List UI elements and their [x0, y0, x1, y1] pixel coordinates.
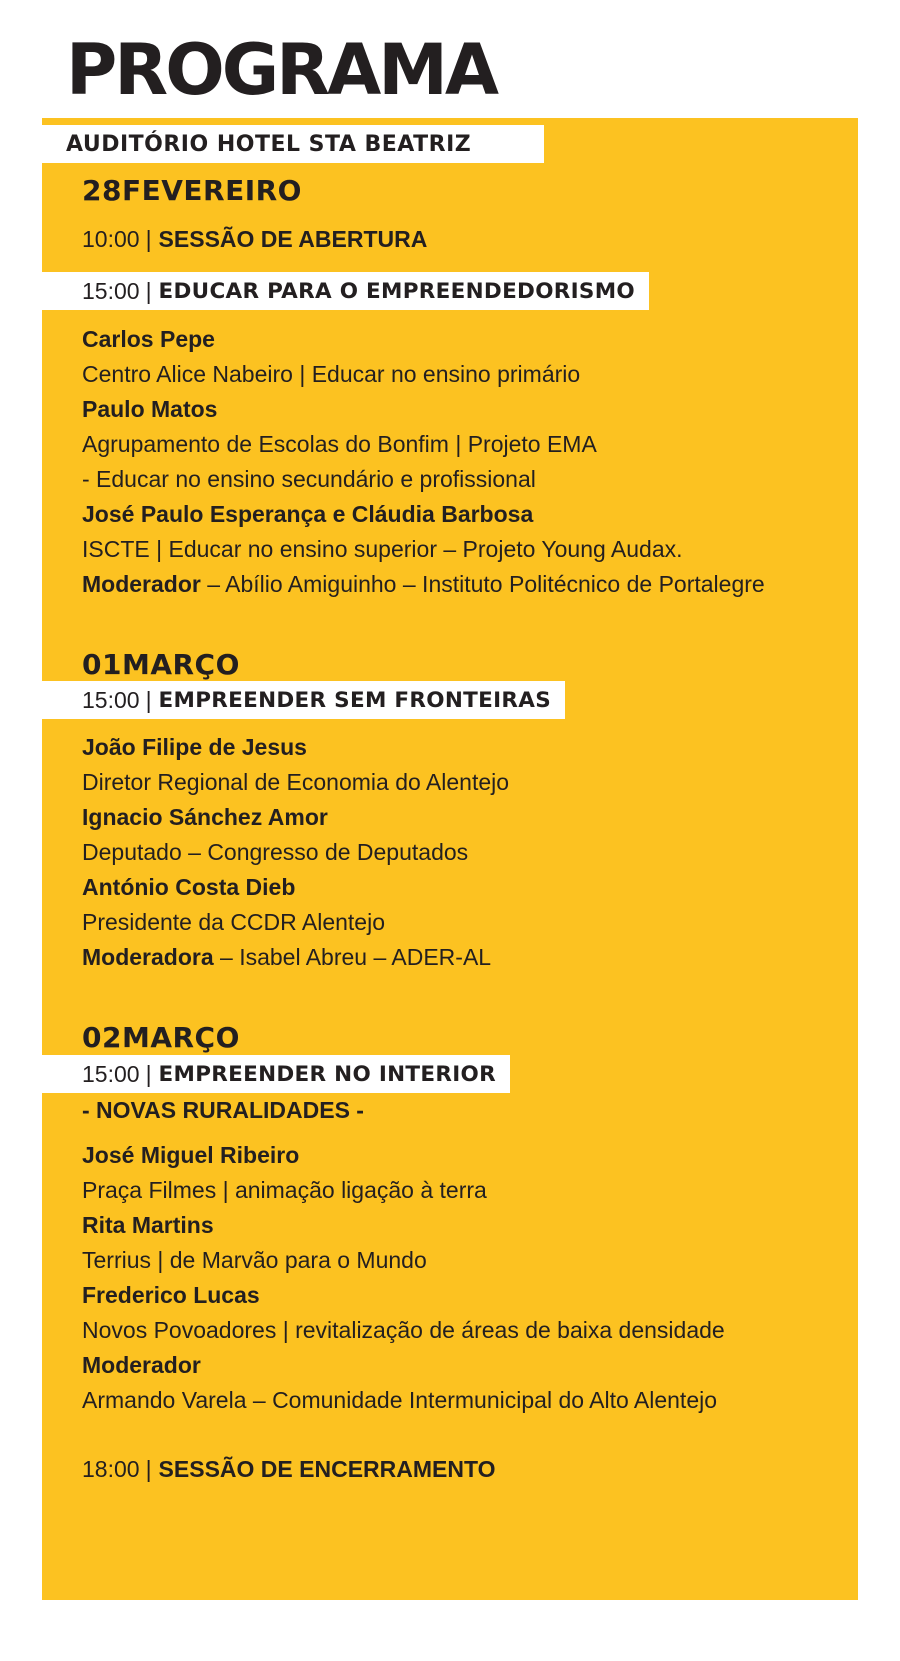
- day2-session-header: [42, 681, 565, 719]
- day3-session-header: [42, 1055, 510, 1093]
- session-subtitle: - NOVAS RURALIDADES -: [82, 1097, 364, 1123]
- speaker-name: Frederico Lucas: [82, 1282, 260, 1308]
- speaker-detail: Diretor Regional de Economia do Alentejo: [82, 769, 510, 795]
- speaker-detail: Centro Alice Nabeiro | Educar no ensino primário: [82, 361, 581, 387]
- speaker-name: Ignacio Sánchez Amor: [82, 804, 328, 830]
- speaker-name: Paulo Matos: [82, 396, 218, 422]
- speaker-name: António Costa Dieb: [82, 874, 296, 900]
- speaker-detail: Novos Povoadores | revitalização de áreas de baixa densidade: [82, 1317, 725, 1343]
- moderator-label: Moderadora: [82, 944, 214, 970]
- separator: |: [145, 226, 152, 252]
- speaker-name: Carlos Pepe: [82, 326, 215, 352]
- day1-date: 28FEVEREIRO: [82, 174, 302, 207]
- speaker-detail: Terrius | de Marvão para o Mundo: [82, 1247, 427, 1273]
- speaker-name: João Filipe de Jesus: [82, 734, 307, 760]
- speaker-detail: - Educar no ensino secundário e profissional: [82, 466, 536, 492]
- moderator-label: Moderador: [82, 1352, 201, 1378]
- speaker-name: José Miguel Ribeiro: [82, 1142, 300, 1168]
- closing-time: 18:00: [82, 1456, 140, 1482]
- moderator-text: – Abílio Amiguinho – Instituto Politécnico de Portalegre: [200, 571, 765, 597]
- speaker-name: José Paulo Esperança e Cláudia Barbosa: [82, 501, 534, 527]
- session-title: EMPREENDER NO INTERIOR: [158, 1061, 496, 1087]
- speaker-detail: Deputado – Congresso de Deputados: [82, 839, 469, 865]
- moderator-text: Armando Varela – Comunidade Intermunicipal do Alto Alentejo: [82, 1387, 718, 1413]
- session-time: 15:00: [82, 1060, 140, 1087]
- day3-date: 02MARÇO: [82, 1021, 240, 1054]
- moderator-line: [82, 571, 765, 598]
- session-time: 15:00: [82, 277, 140, 304]
- session-title: EDUCAR PARA O EMPREENDEDORISMO: [158, 278, 635, 304]
- separator: |: [145, 686, 152, 713]
- speaker-name: Rita Martins: [82, 1212, 214, 1238]
- opening-label: SESSÃO DE ABERTURA: [158, 226, 428, 252]
- session-time: 15:00: [82, 686, 140, 713]
- closing-label: SESSÃO DE ENCERRAMENTO: [158, 1456, 496, 1482]
- moderator-line: [82, 944, 491, 971]
- separator: |: [145, 1060, 152, 1087]
- closing-session: [82, 1456, 496, 1483]
- day1-session-header: [42, 272, 649, 310]
- speaker-detail: Presidente da CCDR Alentejo: [82, 909, 385, 935]
- speaker-detail: ISCTE | Educar no ensino superior – Projeto Young Audax.: [82, 536, 683, 562]
- speaker-detail: Agrupamento de Escolas do Bonfim | Projeto EMA: [82, 431, 597, 457]
- session-title: EMPREENDER SEM FRONTEIRAS: [158, 687, 551, 713]
- separator: |: [145, 277, 152, 304]
- page-title: PROGRAMA: [66, 29, 497, 111]
- day2-date: 01MARÇO: [82, 648, 240, 681]
- speaker-detail: Praça Filmes | animação ligação à terra: [82, 1177, 487, 1203]
- moderator-label: Moderador: [82, 571, 201, 597]
- day1-opening: [82, 226, 427, 253]
- venue-label: AUDITÓRIO HOTEL STA BEATRIZ: [42, 125, 544, 163]
- opening-time: 10:00: [82, 226, 140, 252]
- moderator-text: – Isabel Abreu – ADER-AL: [213, 944, 492, 970]
- separator: |: [145, 1456, 152, 1482]
